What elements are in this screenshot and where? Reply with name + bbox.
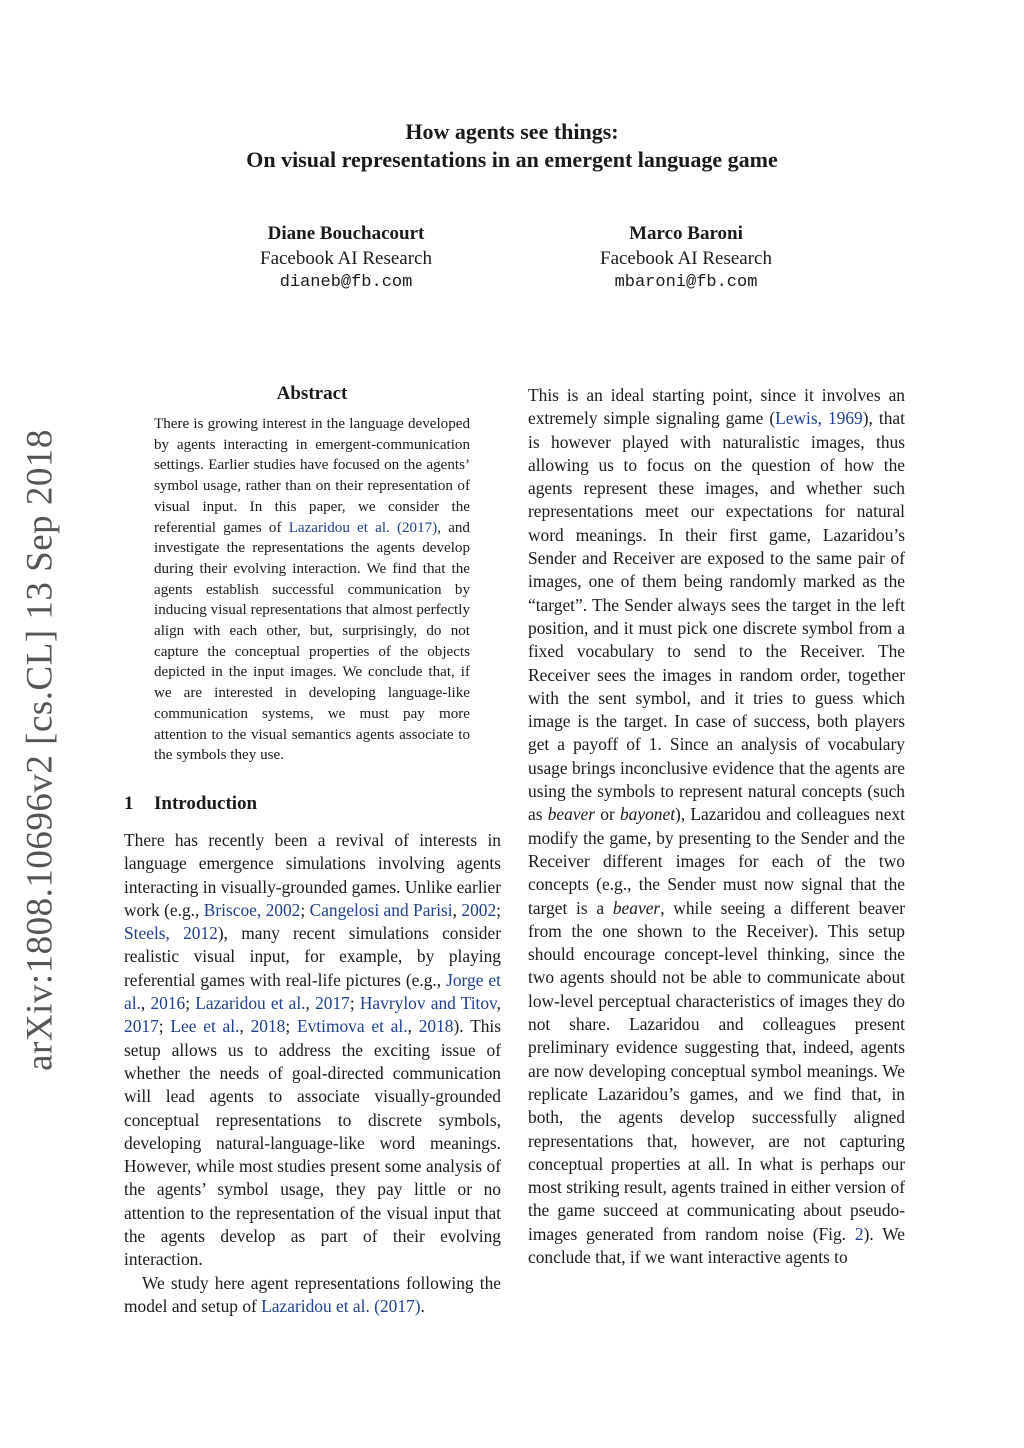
- intro-paragraph-3: [528, 384, 905, 1269]
- citation-link[interactable]: 2016: [150, 993, 186, 1014]
- left-column-body: [124, 829, 501, 1318]
- author-email[interactable]: mbaroni@fb.com: [614, 273, 758, 292]
- paper-title: [0, 118, 1024, 174]
- abstract-text: , and investigate the representations the agents develop during their evolving interaction. We find that the agents establish successful communication by inducing visual representations that almost perfectly align with each other, but, surprisingly, do not capture the conceptual properties of the objects depicted in the input images. We conclude that, if we are interested in developing language-like communication systems, we must pay more attention to the visual semantics agents associate to the symbols they use.: [154, 519, 470, 764]
- citation-link[interactable]: Cangelosi and Parisi: [309, 899, 453, 920]
- citation-link[interactable]: Lazaridou et al.: [195, 993, 306, 1014]
- author-name: Diane Bouchacourt: [267, 223, 425, 244]
- citation-link[interactable]: Lewis, 1969: [775, 408, 863, 429]
- body-text: ), that is however played with naturalistic images, thus allowing us to focus on the question of how the agents represent these images, and whether such representations meet our expectations for natural word meanings. In their first game, Lazaridou’s Sender and Receiver are exposed to the same pair of images, one of them being randomly marked as the “target”. The Sender always sees the target in the left position, and it must pick one discrete symbol from a fixed vocabulary to send to the Receiver. The Receiver sees the images in random order, together with the sent symbol, and it tries to guess which image is the target. In case of success, both players get a payoff of 1. Since an analysis of vocabulary usage brings inconclusive evidence that the agents are using the symbols to represent natural concepts (such as: [528, 408, 905, 825]
- citation-link[interactable]: 2002: [461, 899, 497, 920]
- citation-link[interactable]: Havrylov and Titov: [359, 993, 497, 1014]
- body-text: We study here agent representations following the model and setup of: [124, 1272, 501, 1316]
- citation-link[interactable]: (2017): [396, 519, 438, 536]
- section-number: 1: [124, 793, 134, 814]
- citation-link[interactable]: Jorge et al.: [124, 969, 501, 1014]
- citation-link[interactable]: Briscoe, 2002: [203, 899, 301, 920]
- abstract-body: [154, 414, 470, 766]
- abstract-text: There is growing interest in the language developed by agents interacting in emergent-communication settings. Earlier studies have focused on the agents’ symbol usage, rather than on their representation of visual input. In this paper, we consider the referential games of: [154, 416, 470, 536]
- section-heading-introduction: [124, 793, 257, 815]
- title-line-2: On visual representations in an emergent language game: [246, 147, 778, 172]
- emphasis-term: beaver: [547, 804, 596, 825]
- citation-link[interactable]: Lazaridou et al.: [288, 519, 390, 536]
- section-title: Introduction: [154, 793, 258, 814]
- citation-link[interactable]: 2017: [315, 993, 350, 1014]
- citation-link[interactable]: Lee et al.: [170, 1016, 240, 1037]
- abstract-heading: Abstract: [276, 383, 348, 404]
- citation-link[interactable]: Evtimova et al.: [296, 1016, 408, 1037]
- citation-link[interactable]: (2017): [374, 1295, 421, 1316]
- emphasis-term: bayonet: [619, 804, 676, 825]
- arxiv-identifier-stamp: arXiv:1808.10696v2 [cs.CL] 13 Sep 2018: [19, 429, 61, 1071]
- intro-paragraph-2: [124, 1272, 501, 1319]
- emphasis-term: beaver: [612, 897, 661, 918]
- body-text: or: [595, 804, 620, 825]
- right-column-body: [528, 384, 905, 1269]
- author-block-1: [196, 222, 496, 296]
- body-text: ). This setup allows us to address the exciting issue of whether the needs of goal-directed communication will lead agents to associate visually-grounded conceptual representations to discrete symbols, developing natural-language-like word meanings. However, while most studies present some analysis of the agents’ symbol usage, they pay little or no attention to the representation of the visual input that the agents develop as part of their evolving interaction.: [124, 1016, 501, 1270]
- intro-paragraph-1: There has recently been a revival of interests in language emergence simulations involving agents interacting in visually-grounded games. Unlike earlier work (e.g., Briscoe, 2002; Cangelosi and Parisi, 2002; Steels, 2012), many recent simulations consider realistic visual input, for example, by playing referential games with real-life pictures (e.g., Jorge et al., 2016; Lazaridou et al., 2017; Havrylov and Titov, 2017; Lee et al., 2018; Evtimova et al., 2018). This setup allows us to address the exciting issue of whether the needs of goal-directed communication will lead agents to associate visually-grounded conceptual representations to discrete symbols, developing natural-language-like word meanings. However, while most studies present some analysis of the agents’ symbol usage, they pay little or no attention to the representation of the visual input that the agents develop as part of their evolving interaction.: [124, 830, 501, 1270]
- body-text: .: [420, 1295, 425, 1316]
- body-text: ), Lazaridou and colleagues next modify the game, by presenting to the Sender and the Receiver different images for each of the two concepts (e.g., the Sender must now signal that the target is a: [528, 804, 905, 918]
- citation-link[interactable]: Steels, 2012: [124, 923, 218, 944]
- citation-link[interactable]: 2017: [124, 1016, 159, 1037]
- body-text: There has recently been a revival of interests in language emergence simulations involving agents interacting in visually-grounded games. Unlike earlier work (e.g.,: [124, 830, 501, 920]
- author-block-2: [536, 222, 836, 296]
- title-line-1: How agents see things:: [405, 119, 619, 144]
- body-text: , while seeing a different beaver from the one shown to the Receiver). This setup should encourage concept-level thinking, since the two agents should not be able to communicate about low-level perceptual characteristics of images they do not share. Lazaridou and colleagues present preliminary evidence suggesting that, indeed, agents are now developing conceptual symbol meanings. We replicate Lazaridou’s games, and we find that, in both, the agents develop successfully aligned representations that, however, are not capturing conceptual properties at all. In what is perhaps our most striking result, agents trained in either version of the game succeed at communicating about pseudo-images generated from random noise (Fig.: [528, 897, 905, 1244]
- citation-link[interactable]: 2018: [418, 1016, 454, 1037]
- body-text: ), many recent simulations consider realistic visual input, for example, by playing referential games with real-life pictures (e.g.,: [124, 923, 501, 990]
- author-affiliation: Facebook AI Research: [600, 247, 772, 269]
- body-text: ). We conclude that, if we want interactive agents to: [528, 1223, 906, 1267]
- author-email[interactable]: dianeb@fb.com: [279, 273, 413, 292]
- body-text: This is an ideal starting point, since it involves an extremely simple signaling game (: [528, 385, 905, 429]
- citation-link[interactable]: Lazaridou et al.: [261, 1295, 370, 1316]
- author-name: Marco Baroni: [629, 223, 743, 244]
- citation-link[interactable]: 2018: [250, 1016, 286, 1037]
- figure-reference-link[interactable]: 2: [854, 1223, 864, 1244]
- author-affiliation: Facebook AI Research: [260, 247, 432, 269]
